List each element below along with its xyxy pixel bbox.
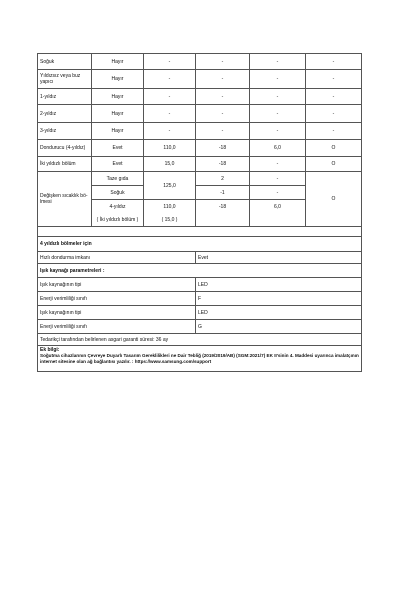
row-label: Hızlı dondurma imkanı: [38, 252, 196, 264]
cell: -: [250, 105, 306, 123]
cell: Evet: [92, 140, 144, 157]
cell: -: [144, 70, 196, 89]
row-label: Enerji verimliliği sınıfı: [38, 292, 196, 306]
cell: -18: [196, 200, 250, 227]
cell: Taze gıda: [92, 172, 144, 186]
cell: Hayır: [92, 89, 144, 105]
cell: 6,0: [250, 200, 306, 227]
cell: -1: [196, 186, 250, 200]
blank-row: [38, 227, 362, 237]
cell: -18: [196, 157, 250, 172]
cell: 110,0: [144, 140, 196, 157]
table-row: [38, 334, 362, 346]
table-row: [38, 123, 362, 140]
row-label: Soğuk: [38, 54, 92, 70]
section-heading: Işık kaynağı parametreleri :: [38, 264, 362, 278]
cell: -: [250, 123, 306, 140]
row-label: 1-yıldız: [38, 89, 92, 105]
cell: Hayır: [92, 70, 144, 89]
cell: Hayır: [92, 123, 144, 140]
cell: O: [306, 157, 362, 172]
cell: ( İki yıldızlı bölüm ): [92, 214, 144, 227]
note-title: Ek bilgi:: [40, 347, 60, 353]
cell: -: [196, 89, 250, 105]
cell: -: [250, 54, 306, 70]
table-row: [38, 140, 362, 157]
variable-compartment-label: Değişken sıcaklık bö-lmesi: [38, 172, 92, 227]
cell: -: [144, 54, 196, 70]
table-row: [38, 320, 362, 334]
table-row: [38, 172, 362, 186]
table-row: [38, 306, 362, 320]
cell: 4-yıldız: [92, 200, 144, 214]
cell: O: [306, 172, 362, 227]
cell: O: [306, 140, 362, 157]
table-row: [38, 264, 362, 278]
cell: -18: [196, 140, 250, 157]
row-label: Işık kaynağının tipi: [38, 306, 196, 320]
table-row: [38, 54, 362, 70]
cell: -: [250, 186, 306, 200]
table-row: [38, 292, 362, 306]
cell: 6,0: [250, 140, 306, 157]
cell: Hayır: [92, 105, 144, 123]
cell: -: [306, 105, 362, 123]
warranty-text: Tedarikçi tarafından belirlenen asgari garanti süresi: 36 ay: [38, 334, 362, 346]
cell: 110,0: [144, 200, 196, 214]
table-row: [38, 70, 362, 89]
cell: Soğuk: [92, 186, 144, 200]
cell: -: [250, 172, 306, 186]
cell: -: [306, 89, 362, 105]
row-label: Enerji verimliliği sınıfı: [38, 320, 196, 334]
row-label: 3-yıldız: [38, 123, 92, 140]
row-label: 2-yıldız: [38, 105, 92, 123]
cell: -: [306, 54, 362, 70]
table-row: [38, 346, 362, 372]
cell: 125,0: [144, 172, 196, 200]
note-text: Soğutma cihazlarının Çevreye Duyarlı Tasarım Gereklilikleri ne Dair Tebliğ (2019/2019/AB) (SGM:2021/7) EK II'sinin 4. Maddesi uyarınca imalatçının internet sitesine olan ağ bağlantısı yazılır. : https://www.samsung.com/support: [40, 353, 359, 364]
table-row: [38, 237, 362, 252]
cell: Hayır: [92, 54, 144, 70]
cell: -: [196, 70, 250, 89]
section-heading: 4 yıldızlı bölmeler için: [38, 237, 362, 252]
table-row: [38, 278, 362, 292]
cell: -: [250, 70, 306, 89]
cell: -: [196, 123, 250, 140]
cell: -: [250, 157, 306, 172]
cell: 15,0: [144, 157, 196, 172]
cell: -: [144, 123, 196, 140]
cell: -: [196, 105, 250, 123]
row-label: Işık kaynağının tipi: [38, 278, 196, 292]
cell: -: [144, 89, 196, 105]
cell: Evet: [92, 157, 144, 172]
cell: 2: [196, 172, 250, 186]
table-row: [38, 252, 362, 264]
table-row: [38, 157, 362, 172]
cell: LED: [196, 278, 362, 292]
cell: F: [196, 292, 362, 306]
cell: G: [196, 320, 362, 334]
spec-table: [37, 53, 362, 372]
row-label: Dondurucu (4-yıldız): [38, 140, 92, 157]
row-label: Yıldızsız veya buz yapıcı: [38, 70, 92, 89]
cell: -: [306, 70, 362, 89]
cell: ( 15,0 ): [144, 214, 196, 227]
cell: LED: [196, 306, 362, 320]
cell: -: [196, 54, 250, 70]
row-label: İki yıldızlı bölüm: [38, 157, 92, 172]
cell: -: [144, 105, 196, 123]
table-row: [38, 89, 362, 105]
cell: -: [306, 123, 362, 140]
cell: -: [250, 89, 306, 105]
table-row: [38, 105, 362, 123]
cell: Evet: [196, 252, 362, 264]
